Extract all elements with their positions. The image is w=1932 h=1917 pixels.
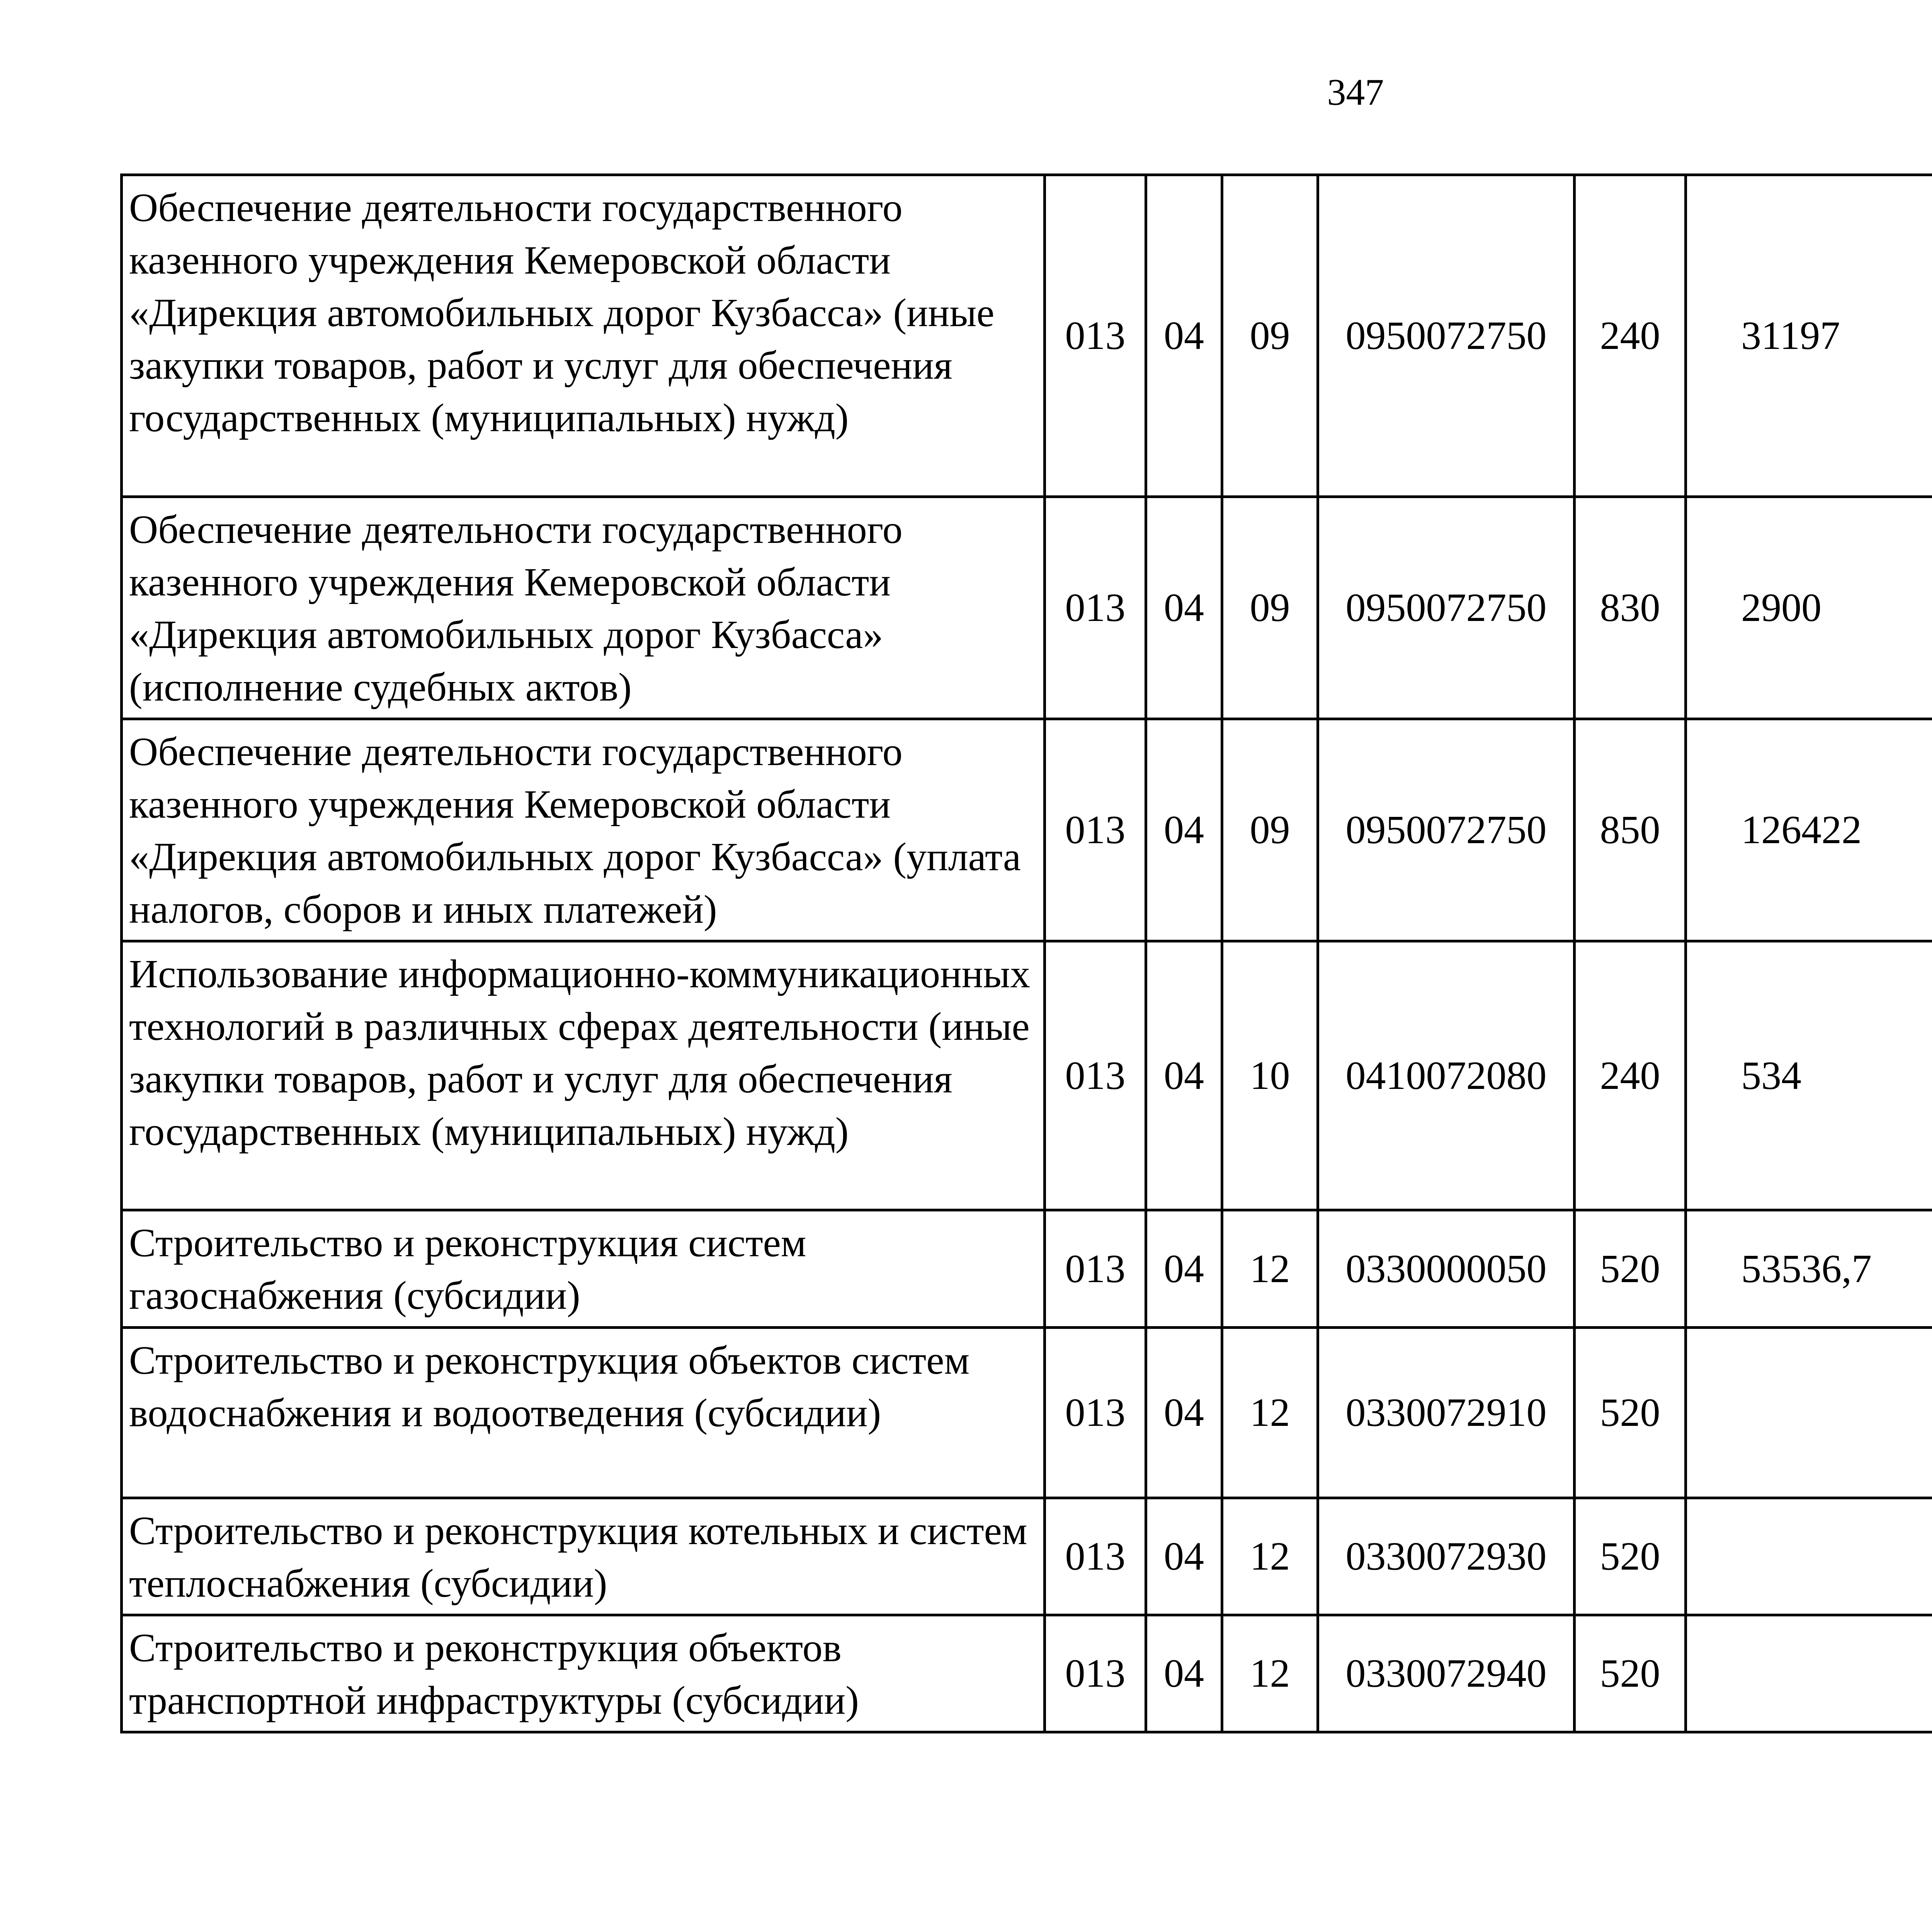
ministry-code: 013 — [1045, 1210, 1146, 1328]
target-article-code: 0410072080 — [1318, 941, 1575, 1210]
table-row — [122, 1210, 1932, 1328]
expense-type-code: 830 — [1575, 497, 1686, 719]
subsection-code: 09 — [1222, 497, 1318, 719]
table-row — [122, 941, 1932, 1210]
row-name: Строительство и реконструкция объектов транспортной инфраструктуры (субсидии) — [122, 1615, 1045, 1732]
budget-table — [120, 173, 1932, 1733]
row-name: Строительство и реконструкция объектов систем водоснабжения и водоотведения (субсидии) — [122, 1328, 1045, 1498]
ministry-code: 013 — [1045, 941, 1146, 1210]
target-article-code: 0330072940 — [1318, 1615, 1575, 1732]
amount-1 — [1686, 1328, 1932, 1498]
table-row — [122, 1615, 1932, 1732]
expense-type-code: 850 — [1575, 719, 1686, 941]
amount-1 — [1686, 1615, 1932, 1732]
section-code: 04 — [1146, 497, 1222, 719]
row-name: Строительство и реконструкция котельных и систем теплоснабжения (субсидии) — [122, 1498, 1045, 1615]
target-article-code: 0950072750 — [1318, 719, 1575, 941]
ministry-code: 013 — [1045, 175, 1146, 497]
expense-type-code: 520 — [1575, 1210, 1686, 1328]
subsection-code: 09 — [1222, 175, 1318, 497]
target-article-code: 0950072750 — [1318, 175, 1575, 497]
row-name: Обеспечение деятельности государственного казенного учреждения Кемеровской области «Дирекция автомобильных дорог Кузбасса» (уплата налогов, сборов и иных платежей) — [122, 719, 1045, 941]
amount-1: 534 — [1686, 941, 1932, 1210]
subsection-code: 10 — [1222, 941, 1318, 1210]
section-code: 04 — [1146, 1615, 1222, 1732]
ministry-code: 013 — [1045, 1328, 1146, 1498]
expense-type-code: 520 — [1575, 1615, 1686, 1732]
table-row — [122, 175, 1932, 497]
ministry-code: 013 — [1045, 497, 1146, 719]
amount-1: 31197 — [1686, 175, 1932, 497]
ministry-code: 013 — [1045, 719, 1146, 941]
page-number: 347 — [1327, 71, 1384, 113]
expense-type-code: 240 — [1575, 941, 1686, 1210]
subsection-code: 12 — [1222, 1498, 1318, 1615]
ministry-code: 013 — [1045, 1615, 1146, 1732]
expense-type-code: 520 — [1575, 1498, 1686, 1615]
amount-1 — [1686, 1498, 1932, 1615]
table-row — [122, 1328, 1932, 1498]
section-code: 04 — [1146, 175, 1222, 497]
target-article-code: 0330072930 — [1318, 1498, 1575, 1615]
expense-type-code: 240 — [1575, 175, 1686, 497]
amount-1: 2900 — [1686, 497, 1932, 719]
subsection-code: 12 — [1222, 1615, 1318, 1732]
section-code: 04 — [1146, 1210, 1222, 1328]
target-article-code: 0330000050 — [1318, 1210, 1575, 1328]
section-code: 04 — [1146, 1498, 1222, 1615]
section-code: 04 — [1146, 941, 1222, 1210]
expense-type-code: 520 — [1575, 1328, 1686, 1498]
amount-1: 53536,7 — [1686, 1210, 1932, 1328]
amount-1: 126422 — [1686, 719, 1932, 941]
subsection-code: 09 — [1222, 719, 1318, 941]
target-article-code: 0950072750 — [1318, 497, 1575, 719]
section-code: 04 — [1146, 1328, 1222, 1498]
row-name: Обеспечение деятельности государственного казенного учреждения Кемеровской области «Дирекция автомобильных дорог Кузбасса» (исполнение судебных актов) — [122, 497, 1045, 719]
subsection-code: 12 — [1222, 1328, 1318, 1498]
row-name: Использование информационно-коммуникационных технологий в различных сферах деятельности (иные закупки товаров, работ и услуг для обеспечения государственных (муниципальных) нужд) — [122, 941, 1045, 1210]
target-article-code: 0330072910 — [1318, 1328, 1575, 1498]
section-code: 04 — [1146, 719, 1222, 941]
row-name: Строительство и реконструкция систем газоснабжения (субсидии) — [122, 1210, 1045, 1328]
row-name: Обеспечение деятельности государственного казенного учреждения Кемеровской области «Дирекция автомобильных дорог Кузбасса» (иные закупки товаров, работ и услуг для обеспечения государственных (муниципальных) нужд) — [122, 175, 1045, 497]
table-row — [122, 719, 1932, 941]
ministry-code: 013 — [1045, 1498, 1146, 1615]
table-row — [122, 497, 1932, 719]
table-row — [122, 1498, 1932, 1615]
subsection-code: 12 — [1222, 1210, 1318, 1328]
